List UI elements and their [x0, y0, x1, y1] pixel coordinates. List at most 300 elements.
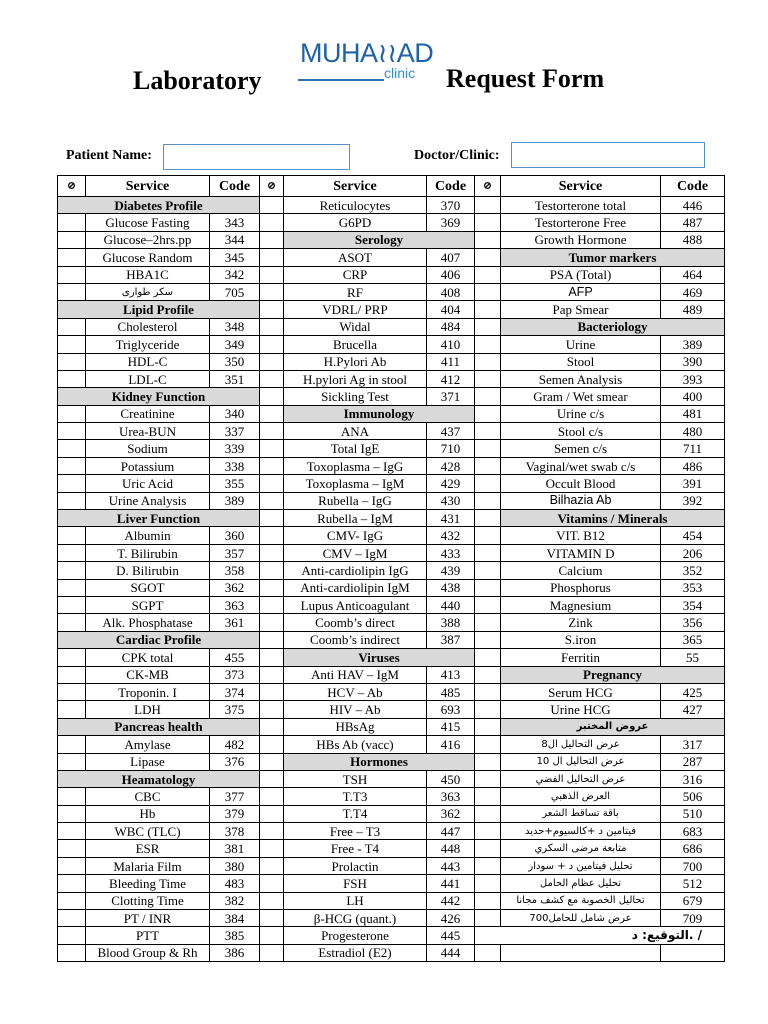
- table-row: [58, 788, 725, 805]
- service-name: Rubella – IgG: [284, 492, 427, 509]
- checkbox-cell[interactable]: [475, 579, 501, 596]
- service-code: 432: [427, 527, 475, 544]
- checkbox-cell[interactable]: [58, 892, 86, 909]
- checkbox-cell[interactable]: [260, 736, 284, 753]
- service-code: 345: [210, 249, 260, 266]
- section-header: Heamatology: [58, 770, 260, 787]
- service-code: 387: [427, 631, 475, 648]
- service-code: 440: [427, 596, 475, 613]
- checkbox-cell[interactable]: [260, 249, 284, 266]
- patient-name-field[interactable]: [163, 144, 350, 170]
- service-name: Magnesium: [501, 596, 661, 613]
- table-row: [58, 910, 725, 927]
- checkbox-cell[interactable]: [58, 614, 86, 631]
- checkbox-cell[interactable]: [58, 753, 86, 770]
- service-name: Sickling Test: [284, 388, 427, 405]
- checkbox-cell[interactable]: [475, 770, 501, 787]
- checkbox-cell[interactable]: [58, 736, 86, 753]
- checkbox-cell[interactable]: [260, 666, 284, 683]
- service-name: Occult Blood: [501, 475, 661, 492]
- service-name: HCV – Ab: [284, 683, 427, 700]
- checkbox-cell[interactable]: [475, 266, 501, 283]
- service-name: Glucose Random: [86, 249, 210, 266]
- service-name: العرض الذهبي: [501, 788, 661, 805]
- service-code: 686: [661, 840, 725, 857]
- service-code: 438: [427, 579, 475, 596]
- service-name: عرض التحاليل ال8: [501, 736, 661, 753]
- checkbox-cell[interactable]: [260, 579, 284, 596]
- service-name: Estradiol (E2): [284, 944, 427, 961]
- checkbox-cell[interactable]: [475, 510, 501, 527]
- service-name: Sodium: [86, 440, 210, 457]
- service-code: 373: [210, 666, 260, 683]
- table-row: [58, 927, 725, 944]
- checkbox-cell[interactable]: [475, 788, 501, 805]
- service-code: 415: [427, 718, 475, 735]
- service-name: Stool: [501, 353, 661, 370]
- service-name: Troponin. I: [86, 683, 210, 700]
- checkbox-cell[interactable]: [475, 562, 501, 579]
- checkbox-cell[interactable]: [58, 823, 86, 840]
- service-name: ASOT: [284, 249, 427, 266]
- service-name: D. Bilirubin: [86, 562, 210, 579]
- checkbox-cell[interactable]: [58, 214, 86, 231]
- service-name: AFP: [501, 283, 661, 300]
- service-code: 413: [427, 666, 475, 683]
- service-code: 683: [661, 823, 725, 840]
- service-code: 316: [661, 770, 725, 787]
- checkbox-cell[interactable]: [260, 544, 284, 561]
- table-row: [58, 318, 725, 335]
- section-header: Liver Function: [58, 510, 260, 527]
- service-code: 412: [427, 370, 475, 387]
- checkbox-cell[interactable]: [475, 614, 501, 631]
- service-code: 370: [427, 197, 475, 214]
- checkbox-cell[interactable]: [475, 857, 501, 874]
- service-code: 411: [427, 353, 475, 370]
- section-header: Viruses: [284, 649, 475, 666]
- table-row: [58, 579, 725, 596]
- service-name: RF: [284, 283, 427, 300]
- checkbox-cell[interactable]: [260, 423, 284, 440]
- service-code: 392: [661, 492, 725, 509]
- checkbox-cell[interactable]: [475, 666, 501, 683]
- checkbox-cell[interactable]: [260, 353, 284, 370]
- checkbox-cell[interactable]: [58, 649, 86, 666]
- checkbox-cell[interactable]: [260, 214, 284, 231]
- service-name: Calcium: [501, 562, 661, 579]
- checkbox-cell[interactable]: [260, 892, 284, 909]
- checkbox-cell[interactable]: [58, 283, 86, 300]
- checkbox-cell[interactable]: [475, 301, 501, 318]
- service-code: 455: [210, 649, 260, 666]
- service-name: WBC (TLC): [86, 823, 210, 840]
- checkbox-cell[interactable]: [260, 266, 284, 283]
- checkbox-cell[interactable]: [260, 718, 284, 735]
- section-header: Kidney Function: [58, 388, 260, 405]
- checkbox-cell[interactable]: [475, 353, 501, 370]
- service-name: Hb: [86, 805, 210, 822]
- section-header: Hormones: [284, 753, 475, 770]
- service-code: 351: [210, 370, 260, 387]
- service-code: 408: [427, 283, 475, 300]
- table-row: [58, 857, 725, 874]
- checkbox-cell[interactable]: [475, 910, 501, 927]
- checkbox-cell[interactable]: [260, 527, 284, 544]
- service-code: 317: [661, 736, 725, 753]
- service-code: 506: [661, 788, 725, 805]
- checkbox-cell[interactable]: [475, 197, 501, 214]
- checkbox-cell[interactable]: [58, 336, 86, 353]
- checkbox-cell[interactable]: [260, 475, 284, 492]
- checkbox-cell[interactable]: [475, 283, 501, 300]
- service-code: 206: [661, 544, 725, 561]
- service-name: Progesterone: [284, 927, 427, 944]
- service-code: 486: [661, 457, 725, 474]
- code-header: Code: [427, 176, 475, 197]
- empty-cell: [475, 944, 501, 961]
- checkbox-cell[interactable]: [475, 214, 501, 231]
- service-code: 437: [427, 423, 475, 440]
- checkbox-cell[interactable]: [58, 370, 86, 387]
- checkbox-cell[interactable]: [58, 492, 86, 509]
- service-code: 343: [210, 214, 260, 231]
- table-row: [58, 283, 725, 300]
- service-name: تحليل عظام الحامل: [501, 875, 661, 892]
- service-code: 338: [210, 457, 260, 474]
- service-name: عرض التحاليل الفضي: [501, 770, 661, 787]
- service-name: H.Pylori Ab: [284, 353, 427, 370]
- table-row: [58, 701, 725, 718]
- checkbox-cell[interactable]: [260, 301, 284, 318]
- service-name: VITAMIN D: [501, 544, 661, 561]
- service-code: 385: [210, 927, 260, 944]
- section-header: Lipid Profile: [58, 301, 260, 318]
- checkbox-cell[interactable]: [260, 944, 284, 961]
- service-name: Urine c/s: [501, 405, 661, 422]
- checkbox-cell[interactable]: [260, 457, 284, 474]
- service-name: ESR: [86, 840, 210, 857]
- table-row: [58, 405, 725, 422]
- checkbox-cell[interactable]: [475, 805, 501, 822]
- service-name: تحاليل الخصوبة مع كشف مجانا: [501, 892, 661, 909]
- service-name: HBsAg: [284, 718, 427, 735]
- service-name: Urine HCG: [501, 701, 661, 718]
- table-row: [58, 510, 725, 527]
- checkbox-cell[interactable]: [475, 701, 501, 718]
- checkbox-cell[interactable]: [260, 857, 284, 874]
- table-row: [58, 840, 725, 857]
- service-code: 374: [210, 683, 260, 700]
- service-name: Coomb’s indirect: [284, 631, 427, 648]
- service-code: 344: [210, 231, 260, 248]
- checkbox-cell[interactable]: [58, 544, 86, 561]
- service-name: VDRL/ PRP: [284, 301, 427, 318]
- service-name: Growth Hormone: [501, 231, 661, 248]
- checkbox-cell[interactable]: [58, 944, 86, 961]
- service-name: Total IgE: [284, 440, 427, 457]
- service-code: 363: [210, 596, 260, 613]
- service-code: 362: [427, 805, 475, 822]
- service-header: Service: [86, 176, 210, 197]
- checkbox-cell[interactable]: [58, 927, 86, 944]
- table-row: [58, 231, 725, 248]
- checkbox-cell: [475, 927, 501, 944]
- checkbox-cell[interactable]: [260, 823, 284, 840]
- section-header: Bacteriology: [501, 318, 725, 335]
- section-header: عروض المختبر: [501, 718, 725, 735]
- clinic-logo: [298, 38, 434, 98]
- service-code: 391: [661, 475, 725, 492]
- service-name: Malaria Film: [86, 857, 210, 874]
- checkbox-cell[interactable]: [475, 370, 501, 387]
- section-header: Serology: [284, 231, 475, 248]
- checkbox-cell[interactable]: [260, 701, 284, 718]
- table-row: [58, 440, 725, 457]
- checkbox-cell[interactable]: [260, 840, 284, 857]
- services-table: [57, 175, 725, 962]
- checkbox-cell[interactable]: [58, 527, 86, 544]
- service-code: 348: [210, 318, 260, 335]
- checkbox-cell[interactable]: [58, 701, 86, 718]
- checkbox-cell[interactable]: [475, 683, 501, 700]
- checkbox-cell[interactable]: [260, 370, 284, 387]
- checkbox-cell[interactable]: [58, 440, 86, 457]
- service-name: PSA (Total): [501, 266, 661, 283]
- service-name: Bilhazia Ab: [501, 492, 661, 509]
- service-code: 441: [427, 875, 475, 892]
- logo-wordmark: MUHA≀≀AD: [300, 38, 434, 68]
- checkbox-cell[interactable]: [475, 892, 501, 909]
- table-row: [58, 475, 725, 492]
- checkbox-cell[interactable]: [475, 423, 501, 440]
- checkbox-cell[interactable]: [58, 423, 86, 440]
- service-name: عرض شامل للحامل700: [501, 910, 661, 927]
- service-code: 464: [661, 266, 725, 283]
- checkbox-cell[interactable]: [58, 857, 86, 874]
- table-row: [58, 544, 725, 561]
- service-code: 447: [427, 823, 475, 840]
- service-name: TSH: [284, 770, 427, 787]
- checkbox-cell[interactable]: [58, 562, 86, 579]
- service-code: 428: [427, 457, 475, 474]
- table-row: [58, 892, 725, 909]
- service-name: Serum HCG: [501, 683, 661, 700]
- checkbox-cell[interactable]: [475, 649, 501, 666]
- service-code: 375: [210, 701, 260, 718]
- service-name: Vaginal/wet swab c/s: [501, 457, 661, 474]
- service-name: Free - T4: [284, 840, 427, 857]
- service-name: ANA: [284, 423, 427, 440]
- checkbox-cell[interactable]: [475, 440, 501, 457]
- checkbox-cell[interactable]: [475, 753, 501, 770]
- service-code: 427: [661, 701, 725, 718]
- checkbox-cell[interactable]: [475, 527, 501, 544]
- checkbox-cell[interactable]: [475, 475, 501, 492]
- checkbox-cell[interactable]: [260, 649, 284, 666]
- logo-subtitle: clinic: [384, 65, 416, 81]
- checkbox-cell[interactable]: [260, 283, 284, 300]
- checkbox-cell[interactable]: [260, 631, 284, 648]
- table-row: [58, 736, 725, 753]
- checkbox-cell[interactable]: [260, 614, 284, 631]
- checkbox-cell[interactable]: [58, 249, 86, 266]
- service-code: 361: [210, 614, 260, 631]
- checkbox-cell[interactable]: [475, 544, 501, 561]
- service-name: T.T4: [284, 805, 427, 822]
- logo-underline: [298, 79, 384, 81]
- checkbox-cell[interactable]: [260, 805, 284, 822]
- service-code: 469: [661, 283, 725, 300]
- section-header: Tumor markers: [501, 249, 725, 266]
- service-header: Service: [284, 176, 427, 197]
- table-row: [58, 596, 725, 613]
- doctor-clinic-field[interactable]: [511, 142, 705, 168]
- table-row: [58, 423, 725, 440]
- checkbox-cell[interactable]: [260, 405, 284, 422]
- page-header: [0, 36, 768, 106]
- checkbox-cell[interactable]: [58, 266, 86, 283]
- service-code: 445: [427, 927, 475, 944]
- checkbox-cell[interactable]: [475, 318, 501, 335]
- checkbox-cell[interactable]: [475, 631, 501, 648]
- checkbox-cell[interactable]: [260, 231, 284, 248]
- service-code: 376: [210, 753, 260, 770]
- checkbox-cell[interactable]: [475, 249, 501, 266]
- service-code: 484: [427, 318, 475, 335]
- checkbox-cell[interactable]: [260, 336, 284, 353]
- service-name: FSH: [284, 875, 427, 892]
- checkbox-cell[interactable]: [475, 736, 501, 753]
- checkbox-cell[interactable]: [58, 318, 86, 335]
- service-code: 339: [210, 440, 260, 457]
- empty-cell: [661, 944, 725, 961]
- checkbox-cell[interactable]: [58, 231, 86, 248]
- table-row: [58, 492, 725, 509]
- checkbox-cell[interactable]: [260, 753, 284, 770]
- checkbox-cell[interactable]: [58, 875, 86, 892]
- checkbox-cell[interactable]: [260, 788, 284, 805]
- checkbox-cell[interactable]: [475, 231, 501, 248]
- checkbox-cell[interactable]: [260, 318, 284, 335]
- checkbox-cell[interactable]: [260, 440, 284, 457]
- table-row: [58, 388, 725, 405]
- checkbox-cell[interactable]: [58, 457, 86, 474]
- checkbox-cell[interactable]: [58, 596, 86, 613]
- checkbox-cell[interactable]: [475, 823, 501, 840]
- service-name: Glucose Fasting: [86, 214, 210, 231]
- table-row: [58, 249, 725, 266]
- checkbox-cell[interactable]: [260, 562, 284, 579]
- service-name: Alk. Phosphatase: [86, 614, 210, 631]
- patient-name-label: Patient Name:: [66, 148, 152, 163]
- service-name: S.iron: [501, 631, 661, 648]
- checkbox-cell[interactable]: [260, 875, 284, 892]
- table-row: [58, 770, 725, 787]
- service-name: HIV – Ab: [284, 701, 427, 718]
- service-code: 482: [210, 736, 260, 753]
- checkbox-cell[interactable]: [58, 910, 86, 927]
- service-code: 340: [210, 405, 260, 422]
- service-name: Free – T3: [284, 823, 427, 840]
- service-name: G6PD: [284, 214, 427, 231]
- checkbox-cell[interactable]: [260, 596, 284, 613]
- title-request-form: Request Form: [446, 64, 605, 93]
- service-code: 430: [427, 492, 475, 509]
- eye-slash-icon: ⊘: [58, 176, 86, 197]
- checkbox-cell[interactable]: [475, 840, 501, 857]
- service-code: 389: [210, 492, 260, 509]
- checkbox-cell[interactable]: [58, 666, 86, 683]
- checkbox-cell[interactable]: [475, 718, 501, 735]
- service-name: Albumin: [86, 527, 210, 544]
- checkbox-cell[interactable]: [475, 875, 501, 892]
- service-code: 446: [661, 197, 725, 214]
- table-row: [58, 370, 725, 387]
- checkbox-cell[interactable]: [475, 336, 501, 353]
- service-code: 353: [661, 579, 725, 596]
- table-row: [58, 197, 725, 214]
- service-code: 358: [210, 562, 260, 579]
- service-code: 369: [427, 214, 475, 231]
- empty-cell: [501, 944, 661, 961]
- checkbox-cell[interactable]: [260, 927, 284, 944]
- service-name: Toxoplasma – IgM: [284, 475, 427, 492]
- service-code: 407: [427, 249, 475, 266]
- service-name: Semen Analysis: [501, 370, 661, 387]
- service-name: SGOT: [86, 579, 210, 596]
- checkbox-cell[interactable]: [475, 596, 501, 613]
- checkbox-cell[interactable]: [58, 405, 86, 422]
- service-name: Anti-cardiolipin IgG: [284, 562, 427, 579]
- table-row: [58, 336, 725, 353]
- checkbox-cell[interactable]: [58, 579, 86, 596]
- checkbox-cell[interactable]: [58, 788, 86, 805]
- service-name: عرض التحاليل ال 10: [501, 753, 661, 770]
- service-code: 448: [427, 840, 475, 857]
- service-code: 55: [661, 649, 725, 666]
- checkbox-cell[interactable]: [260, 197, 284, 214]
- checkbox-cell[interactable]: [260, 492, 284, 509]
- code-header: Code: [661, 176, 725, 197]
- service-name: CBC: [86, 788, 210, 805]
- service-code: 350: [210, 353, 260, 370]
- checkbox-cell[interactable]: [58, 475, 86, 492]
- service-name: CRP: [284, 266, 427, 283]
- service-name: Creatinine: [86, 405, 210, 422]
- service-code: 433: [427, 544, 475, 561]
- checkbox-cell[interactable]: [475, 492, 501, 509]
- checkbox-cell[interactable]: [260, 770, 284, 787]
- checkbox-cell[interactable]: [475, 388, 501, 405]
- service-name: HBs Ab (vacc): [284, 736, 427, 753]
- checkbox-cell[interactable]: [58, 683, 86, 700]
- checkbox-cell[interactable]: [58, 353, 86, 370]
- service-code: 431: [427, 510, 475, 527]
- checkbox-cell[interactable]: [260, 910, 284, 927]
- checkbox-cell[interactable]: [475, 405, 501, 422]
- service-name: Pap Smear: [501, 301, 661, 318]
- checkbox-cell[interactable]: [58, 840, 86, 857]
- checkbox-cell[interactable]: [58, 805, 86, 822]
- checkbox-cell[interactable]: [475, 457, 501, 474]
- service-code: 363: [427, 788, 475, 805]
- checkbox-cell[interactable]: [260, 683, 284, 700]
- service-code: 342: [210, 266, 260, 283]
- checkbox-cell[interactable]: [260, 388, 284, 405]
- table-row: [58, 683, 725, 700]
- checkbox-cell[interactable]: [260, 510, 284, 527]
